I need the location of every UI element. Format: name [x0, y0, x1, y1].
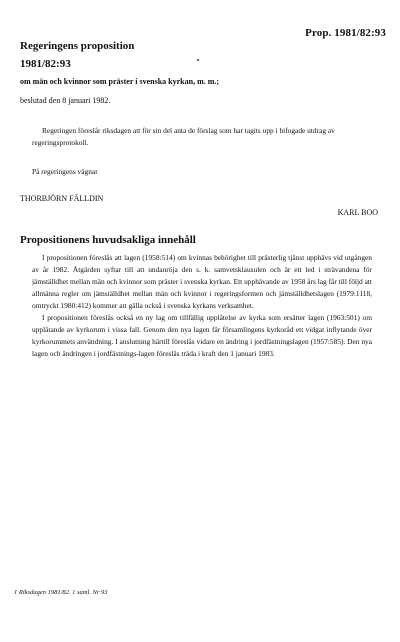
page-footnote: 1 Riksdagen 1981/82. 1 saml. Nr 93 — [14, 589, 108, 596]
speck-mark — [197, 59, 199, 61]
document-number: 1981/82:93 — [20, 58, 71, 70]
document-subject: om män och kvinnor som präster i svenska kyrkan, m. m.; — [20, 77, 220, 86]
proposition-reference: Prop. 1981/82:93 — [305, 27, 386, 39]
document-title: Regeringens proposition — [20, 40, 135, 52]
section-heading: Propositionens huvudsakliga innehåll — [20, 234, 196, 246]
section-paragraph-1: I propositionen föreslås att lagen (1958:514) om kvinnas behörighet till prästerlig tjänst upphävs vid utgången av år 1982. Åtgärden syftar till att undanröja den s. k. samvetsklausulen och är ett led i strävandena för jämställdhet mellan män och kvinnor som präster i svenska kyrkan. Ett upphävande av 1958 års lag får till följd att allmänna regler om jämställdhet mellan män och kvinnor i regeringsformen och jämställdhetslagen (1979:1118, omtryckt 1980:412) kommer att gälla också i svenska kyrkans verksamhet. — [32, 253, 372, 310]
section-paragraph-2: I propositionen föreslås också en ny lag om tillfällig upplåtelse av kyrka som ersätter lagen (1963:501) om upplåtande av kyrkorum i vissa fall. Genom den nya lagen får församlingens kyrkoråd ett vidgat inflytande över kyrkorummets användning. I anslutning härtill föreslås vidare en ändring i jordfästningslagen (1957:585). Den nya lagen och ändringen i jordfästnings-lagen föreslås träda i kraft den 1 januari 1983. — [32, 313, 372, 358]
signature-prime-minister: THORBJÖRN FÄLLDIN — [20, 194, 104, 203]
signature-minister: KARL BOO — [337, 208, 378, 217]
section-body — [32, 252, 372, 360]
on-behalf-line: På regeringens vägnar — [32, 167, 98, 176]
intro-paragraph: Regeringen föreslår riksdagen att för sin del anta de förslag som har tagits upp i bifogade utdrag av regeringsprotokoll. — [32, 126, 335, 147]
decision-date: beslutad den 8 januari 1982. — [20, 96, 111, 105]
